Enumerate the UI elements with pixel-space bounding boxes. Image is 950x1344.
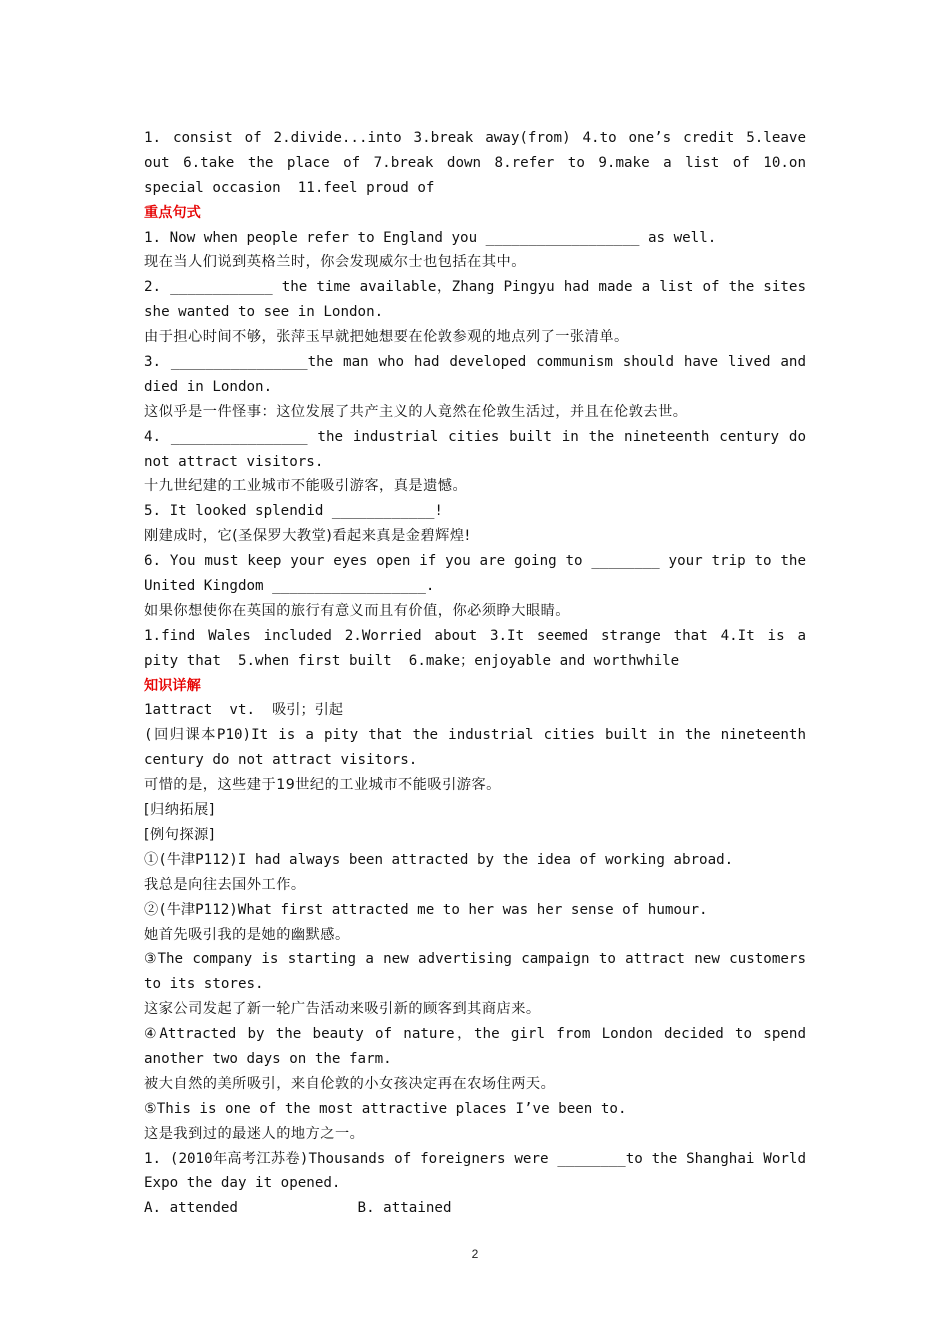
example-cn: 这是我到过的最迷人的地方之一。 xyxy=(144,1125,365,1142)
sentence-cn: 这似乎是一件怪事：这位发展了共产主义的人竟然在伦敦生活过，并且在伦敦去世。 xyxy=(144,403,688,420)
exercise-question: Expo the day it opened. xyxy=(144,1175,341,1192)
sentence-cn: 现在当人们说到英格兰时，你会发现威尔士也包括在其中。 xyxy=(144,254,526,271)
sentence-answers-line: 1.find Wales included 2.Worried about 3.It seemed strange that 4.It is a xyxy=(144,627,806,644)
sentence-en: 6. You must keep your eyes open if you are going to ________ your trip to the xyxy=(144,553,806,570)
phrase-answers-line: 1. consist of 2.divide...into 3.break away(from) 4.to one’s credit 5.leave xyxy=(144,130,806,146)
tag-examples: [例句探源] xyxy=(144,826,215,843)
exercise-question: 1. (2010年高考江苏卷)Thousands of foreigners were ________to the Shanghai World xyxy=(144,1150,806,1167)
section-heading-sentences: 重点句式 xyxy=(144,204,201,221)
sentence-en: 3. ________________the man who had developed communism should have lived and xyxy=(144,354,806,371)
phrase-answers-line: special occasion 11.feel proud of xyxy=(144,179,435,196)
page-number: 2 xyxy=(471,1247,479,1261)
example-en: ③The company is starting a new advertising campaign to attract new customers xyxy=(144,951,806,968)
example-cn: 她首先吸引我的是她的幽默感。 xyxy=(144,926,350,943)
sentence-cn: 十九世纪建的工业城市不能吸引游客，真是遗憾。 xyxy=(144,478,468,495)
sentence-en: 5. It looked splendid ____________! xyxy=(144,503,443,520)
sentence-cn: 如果你想使你在英国的旅行有意义而且有价值，你必须睁大眼睛。 xyxy=(144,602,570,619)
example-en: to its stores. xyxy=(144,976,264,993)
example-en: ⑤This is one of the most attractive places I’ve been to. xyxy=(144,1100,627,1117)
example-en: ①(牛津P112)I had always been attracted by the idea of working abroad. xyxy=(144,851,734,868)
sentence-en: she wanted to see in London. xyxy=(144,304,384,321)
example-en: ②(牛津P112)What first attracted me to her was her sense of humour. xyxy=(144,901,708,918)
example-cn: 被大自然的美所吸引，来自伦敦的小女孩决定再在农场住两天。 xyxy=(144,1075,556,1092)
sentence-answers-line: pity that 5.when first built 6.make；enjoyable and worthwhile xyxy=(144,652,680,669)
sentence-en: died in London. xyxy=(144,378,273,395)
sentence-en: 4. ________________ the industrial cities built in the nineteenth century do xyxy=(144,428,806,445)
vocab-entry: 1attract vt. 吸引；引起 xyxy=(144,702,344,719)
textbook-sentence-en: century do not attract visitors. xyxy=(144,752,418,769)
sentence-cn: 由于担心时间不够，张萍玉早就把她想要在伦敦参观的地点列了一张清单。 xyxy=(144,329,629,346)
textbook-sentence-en: (回归课本P10)It is a pity that the industrial cities built in the nineteenth xyxy=(144,727,806,744)
example-cn: 这家公司发起了新一轮广告活动来吸引新的顾客到其商店来。 xyxy=(144,1001,541,1018)
section-heading-knowledge: 知识详解 xyxy=(144,677,201,694)
exercise-options: A. attended B. attained xyxy=(144,1200,452,1217)
textbook-sentence-cn: 可惜的是，这些建于19世纪的工业城市不能吸引游客。 xyxy=(144,777,501,794)
sentence-en: 1. Now when people refer to England you __________________ as well. xyxy=(144,229,717,246)
example-cn: 我总是向往去国外工作。 xyxy=(144,876,306,893)
sentence-en: 2. ____________ the time available，Zhang Pingyu had made a list of the sites xyxy=(144,279,806,296)
tag-expand: [归纳拓展] xyxy=(144,802,215,819)
sentence-en: United Kingdom __________________. xyxy=(144,578,435,595)
phrase-answers-line: out 6.take the place of 7.break down 8.refer to 9.make a list of 10.on xyxy=(144,154,806,171)
document-body xyxy=(144,126,806,1221)
sentence-cn: 刚建成时，它(圣保罗大教堂)看起来真是金碧辉煌! xyxy=(144,528,471,545)
example-en: another two days on the farm. xyxy=(144,1050,392,1067)
sentence-en: not attract visitors. xyxy=(144,453,324,470)
example-en: ④Attracted by the beauty of nature，the girl from London decided to spend xyxy=(144,1026,806,1043)
